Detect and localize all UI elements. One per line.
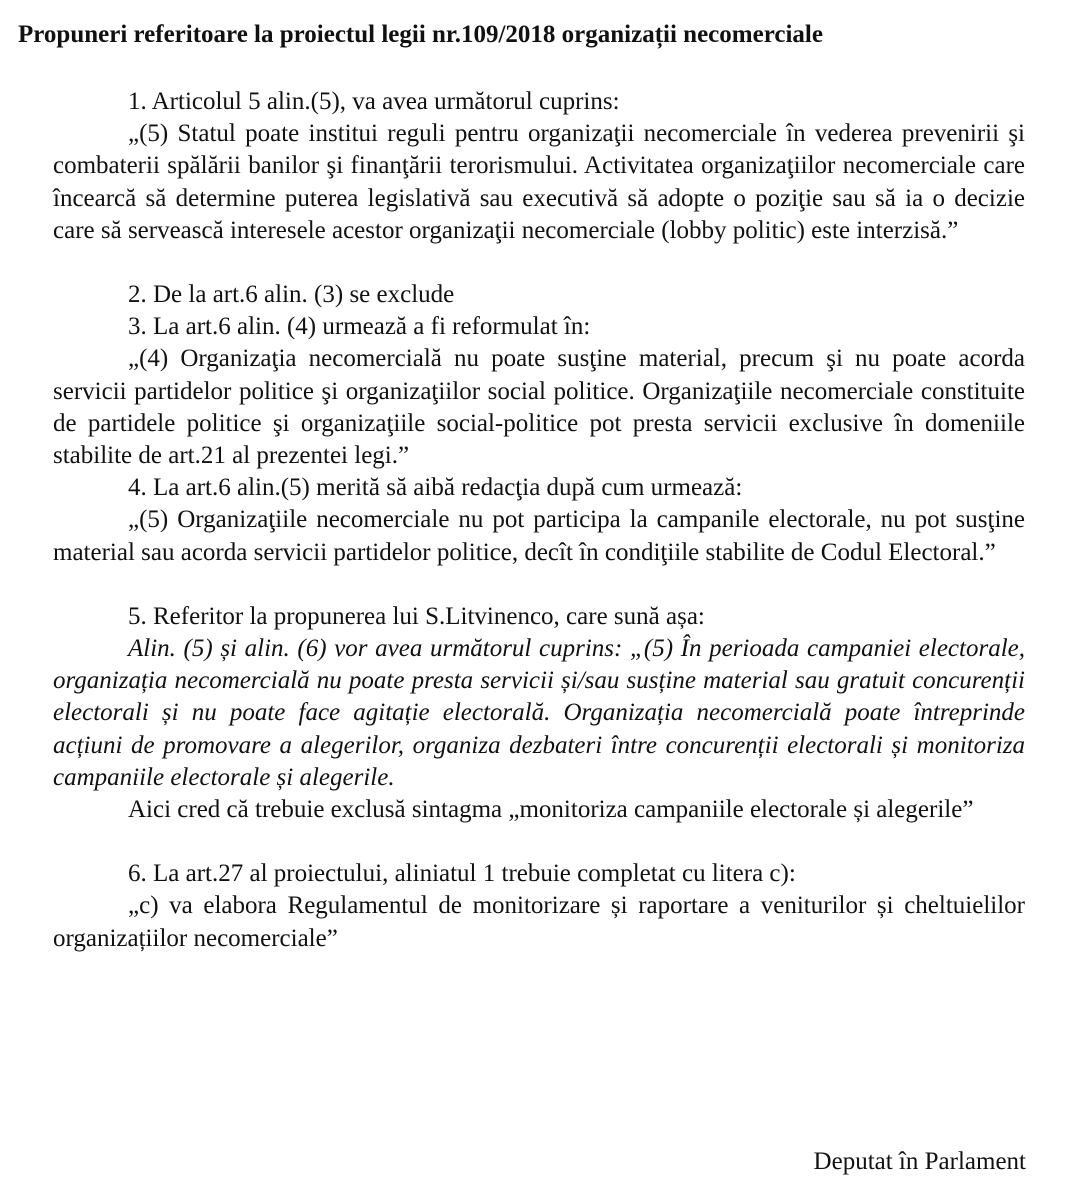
signature: Deputat în Parlament bbox=[813, 1148, 1026, 1175]
item-5-heading: 5. Referitor la propunerea lui S.Litvinenco, care sună așa: bbox=[128, 602, 705, 630]
item-4-quote: „(5) Organizaţiile necomerciale nu pot participa la campanile electorale, nu pot susţine material sau acorda servicii partidelor politice, decît în condiţiile stabilite de Codul Electoral.” bbox=[53, 506, 1025, 566]
item-5-quote: Alin. (5) și alin. (6) vor avea următorul cuprins: „(5) În perioada campaniei electorale, organizația necomercială nu poate presta servicii și/sau susține material sau gratuit concurenții electorali și nu poate face agitație electorală. Organizația necomercială poate întreprinde acțiuni de promovare a alegerilor, organiza dezbateri între concurenții electorali și monitoriza campaniile electorale și alegerile. bbox=[53, 635, 1025, 791]
document-title: Propuneri referitoare la proiectul legii nr.109/2018 organizații necomerciale bbox=[18, 21, 823, 48]
paragraph-gap bbox=[53, 826, 1025, 858]
item-1-quote: „(5) Statul poate institui reguli pentru organizaţii necomerciale în vederea prevenirii şi combaterii spălării banilor şi finanţării terorismului. Activitatea organizaţiilor necomerciale care încearcă să determine puterea legislativă sau executivă să adopte o poziţie sau să ia o decizie care să servească interesele acestor organizaţii necomerciale (lobby politic) este interzisă.” bbox=[53, 120, 1025, 244]
item-5-comment: Aici cred că trebuie exclusă sintagma „monitoriza campaniile electorale și alegerile” bbox=[128, 796, 974, 824]
item-3-heading: 3. La art.6 alin. (4) urmează a fi reformulat în: bbox=[128, 313, 591, 341]
item-6-quote: „c) va elabora Regulamentul de monitorizare și raportare a veniturilor și cheltuielilor organizațiilor necomerciale” bbox=[53, 892, 1025, 952]
item-3-quote: „(4) Organizaţia necomercială nu poate susţine material, precum şi nu poate acorda servicii partidelor politice şi organizaţiilor social politice. Organizaţiile necomerciale constituite de partidele politice şi organizaţiile social-politice pot presta servicii exclusive în domeniile stabilite de art.21 al prezentei legi.” bbox=[53, 345, 1025, 470]
paragraph-gap bbox=[53, 247, 1025, 279]
item-4-heading: 4. La art.6 alin.(5) merită să aibă redacţia după cum urmează: bbox=[128, 474, 743, 502]
item-2-heading: 2. De la art.6 alin. (3) se exclude bbox=[128, 281, 455, 309]
paragraph-gap bbox=[53, 569, 1025, 601]
item-6-heading: 6. La art.27 al proiectului, aliniatul 1 trebuie completat cu litera c): bbox=[128, 860, 796, 888]
item-1-heading: 1. Articolul 5 alin.(5), va avea următorul cuprins: bbox=[128, 88, 620, 115]
document-body bbox=[53, 86, 1025, 955]
